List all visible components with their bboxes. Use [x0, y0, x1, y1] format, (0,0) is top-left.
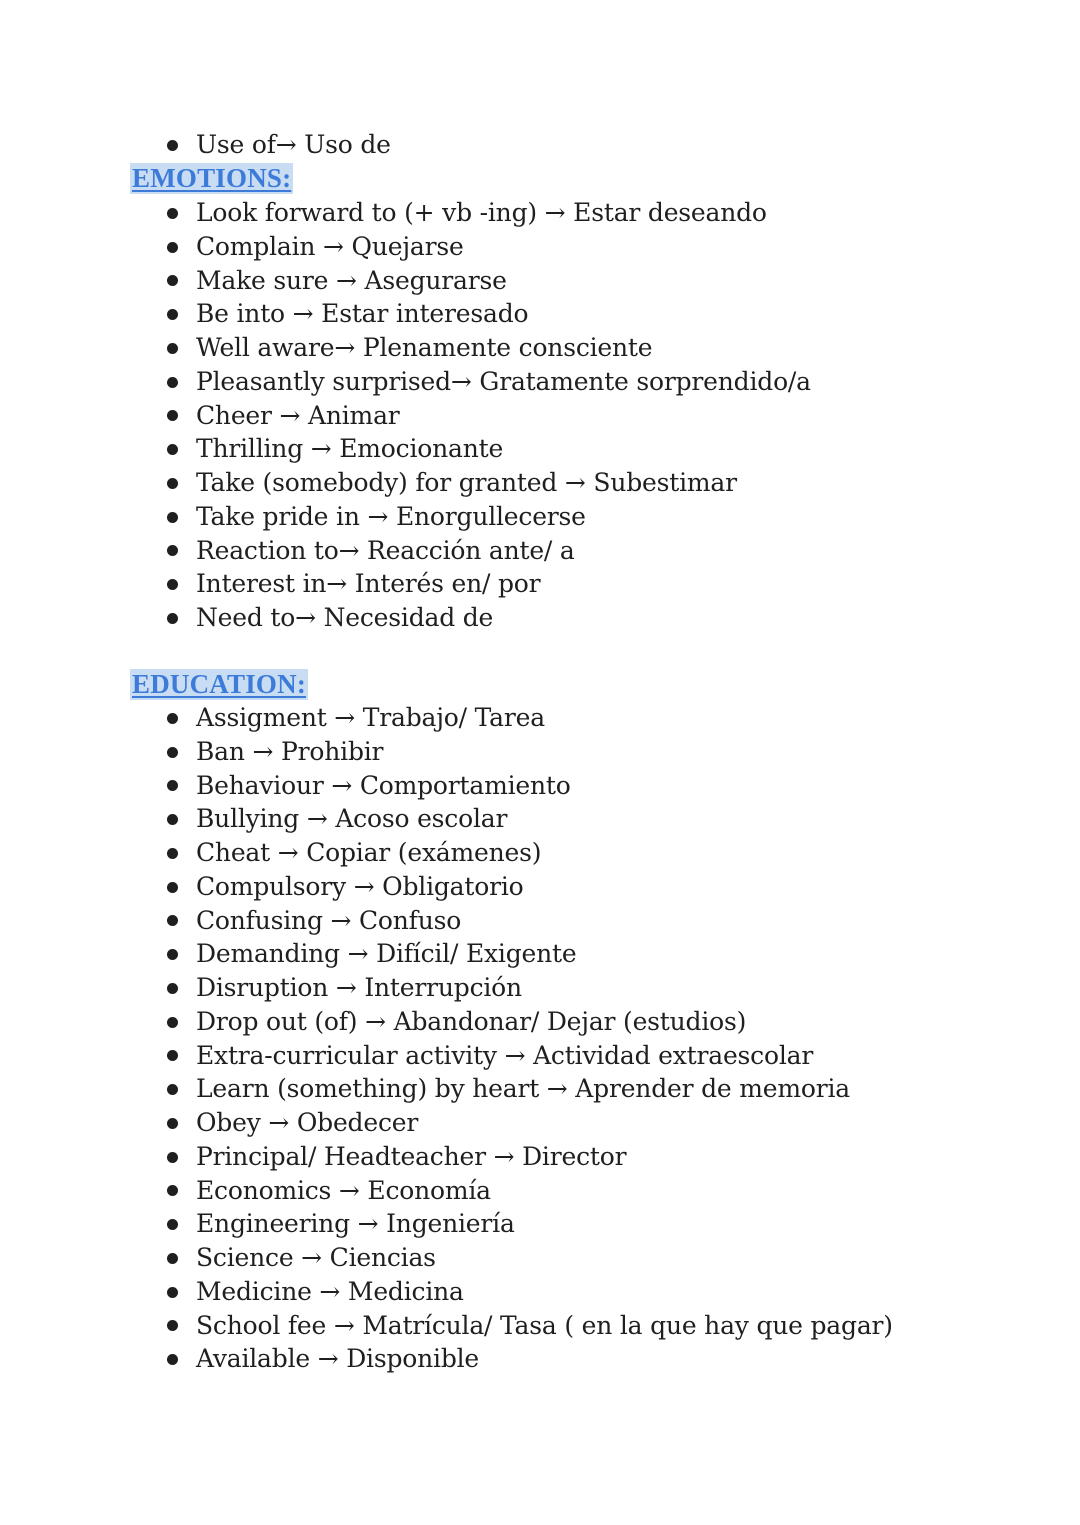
- item-text: Ban → Prohibir: [196, 736, 384, 766]
- item-text: Look forward to (+ vb -ing) → Estar deseando: [196, 198, 767, 227]
- education-heading: EDUCATION:: [132, 669, 307, 699]
- bullet-icon: [167, 1320, 178, 1331]
- bullet-icon: [167, 343, 178, 354]
- list-item: [0, 1140, 893, 1174]
- item-text: Compulsory → Obligatorio: [196, 871, 524, 901]
- item-text: Science → Ciencias: [196, 1243, 436, 1272]
- bullet-icon: [167, 208, 178, 219]
- bullet-icon: [167, 478, 178, 489]
- item-text: Assigment → Trabajo/ Tarea: [196, 703, 545, 732]
- bullet-icon: [167, 377, 178, 388]
- bullet-icon: [167, 747, 178, 758]
- item-text: Use of→ Uso de: [196, 130, 391, 159]
- emotions-heading: EMOTIONS:: [132, 163, 292, 193]
- list-item: [0, 769, 893, 803]
- list-item: [0, 1241, 893, 1275]
- item-text: Obey → Obedecer: [196, 1108, 419, 1137]
- item-text: Confusing → Confuso: [196, 905, 462, 935]
- list-item: [0, 904, 893, 938]
- list-item: [0, 836, 893, 870]
- item-text: Complain → Quejarse: [196, 231, 464, 261]
- list-item: [0, 971, 893, 1005]
- list-item: [0, 128, 391, 162]
- list-item: [0, 331, 811, 365]
- bullet-icon: [167, 1219, 178, 1230]
- bullet-icon: [167, 814, 178, 825]
- list-item: [0, 432, 811, 466]
- bullet-icon: [167, 1084, 178, 1095]
- list-item: [0, 1174, 893, 1208]
- bullet-icon: [167, 983, 178, 994]
- item-text: School fee → Matrícula/ Tasa ( en la que hay que pagar): [196, 1310, 893, 1340]
- list-item: [0, 735, 893, 769]
- item-text: Behaviour → Comportamiento: [196, 770, 571, 800]
- item-text: Pleasantly surprised→ Gratamente sorprendido/a: [196, 366, 811, 396]
- bullet-icon: [167, 1253, 178, 1264]
- top-vocab-list: [0, 128, 391, 162]
- item-text: Principal/ Headteacher → Director: [196, 1141, 627, 1171]
- bullet-icon: [167, 140, 178, 151]
- item-text: Engineering → Ingeniería: [196, 1209, 515, 1239]
- list-item: [0, 1275, 893, 1309]
- bullet-icon: [167, 949, 178, 960]
- bullet-icon: [167, 275, 178, 286]
- bullet-icon: [167, 1017, 178, 1028]
- item-text: Extra-curricular activity → Actividad extraescolar: [196, 1040, 814, 1070]
- bullet-icon: [167, 713, 178, 724]
- item-text: Disruption → Interrupción: [196, 973, 522, 1002]
- list-item: [0, 1072, 893, 1106]
- bullet-icon: [167, 309, 178, 320]
- list-item: [0, 466, 811, 500]
- bullet-icon: [167, 1185, 178, 1196]
- list-item: [0, 601, 811, 635]
- item-text: Well aware→ Plenamente consciente: [196, 333, 653, 362]
- bullet-icon: [167, 1118, 178, 1129]
- list-item: [0, 870, 893, 904]
- list-item: [0, 802, 893, 836]
- education-vocab-list: [0, 701, 893, 1376]
- emotions-vocab-list: [0, 196, 811, 635]
- bullet-icon: [167, 545, 178, 556]
- item-text: Demanding → Difícil/ Exigente: [196, 939, 577, 969]
- item-text: Need to→ Necesidad de: [196, 603, 494, 632]
- list-item: [0, 1106, 893, 1140]
- item-text: Take (somebody) for granted → Subestimar: [196, 468, 737, 497]
- list-item: [0, 701, 893, 735]
- list-item: [0, 1005, 893, 1039]
- list-item: [0, 567, 811, 601]
- bullet-icon: [167, 613, 178, 624]
- list-item: [0, 1207, 893, 1241]
- list-item: [0, 534, 811, 568]
- list-item: [0, 937, 893, 971]
- item-text: Economics → Economía: [196, 1175, 491, 1205]
- item-text: Reaction to→ Reacción ante/ a: [196, 535, 575, 565]
- item-text: Make sure → Asegurarse: [196, 265, 507, 295]
- item-text: Drop out (of) → Abandonar/ Dejar (estudios): [196, 1006, 747, 1036]
- bullet-icon: [167, 444, 178, 455]
- bullet-icon: [167, 780, 178, 791]
- list-item: [0, 1342, 893, 1376]
- item-text: Be into → Estar interesado: [196, 299, 529, 329]
- bullet-icon: [167, 410, 178, 421]
- item-text: Available → Disponible: [196, 1344, 480, 1374]
- list-item: [0, 297, 811, 331]
- bullet-icon: [167, 848, 178, 859]
- item-text: Interest in→ Interés en/ por: [196, 569, 541, 599]
- list-item: [0, 264, 811, 298]
- bullet-icon: [167, 915, 178, 926]
- bullet-icon: [167, 1287, 178, 1298]
- item-text: Learn (something) by heart → Aprender de memoria: [196, 1074, 850, 1104]
- item-text: Cheer → Animar: [196, 400, 400, 430]
- list-item: [0, 196, 811, 230]
- item-text: Take pride in → Enorgullecerse: [196, 501, 586, 531]
- list-item: [0, 500, 811, 534]
- list-item: [0, 1039, 893, 1073]
- bullet-icon: [167, 882, 178, 893]
- bullet-icon: [167, 1152, 178, 1163]
- bullet-icon: [167, 579, 178, 590]
- list-item: [0, 365, 811, 399]
- list-item: [0, 1309, 893, 1343]
- item-text: Medicine → Medicina: [196, 1276, 464, 1306]
- bullet-icon: [167, 242, 178, 253]
- item-text: Thrilling → Emocionante: [196, 434, 504, 464]
- item-text: Cheat → Copiar (exámenes): [196, 838, 542, 867]
- list-item: [0, 399, 811, 433]
- bullet-icon: [167, 1050, 178, 1061]
- item-text: Bullying → Acoso escolar: [196, 804, 508, 834]
- list-item: [0, 230, 811, 264]
- bullet-icon: [167, 1354, 178, 1365]
- bullet-icon: [167, 512, 178, 523]
